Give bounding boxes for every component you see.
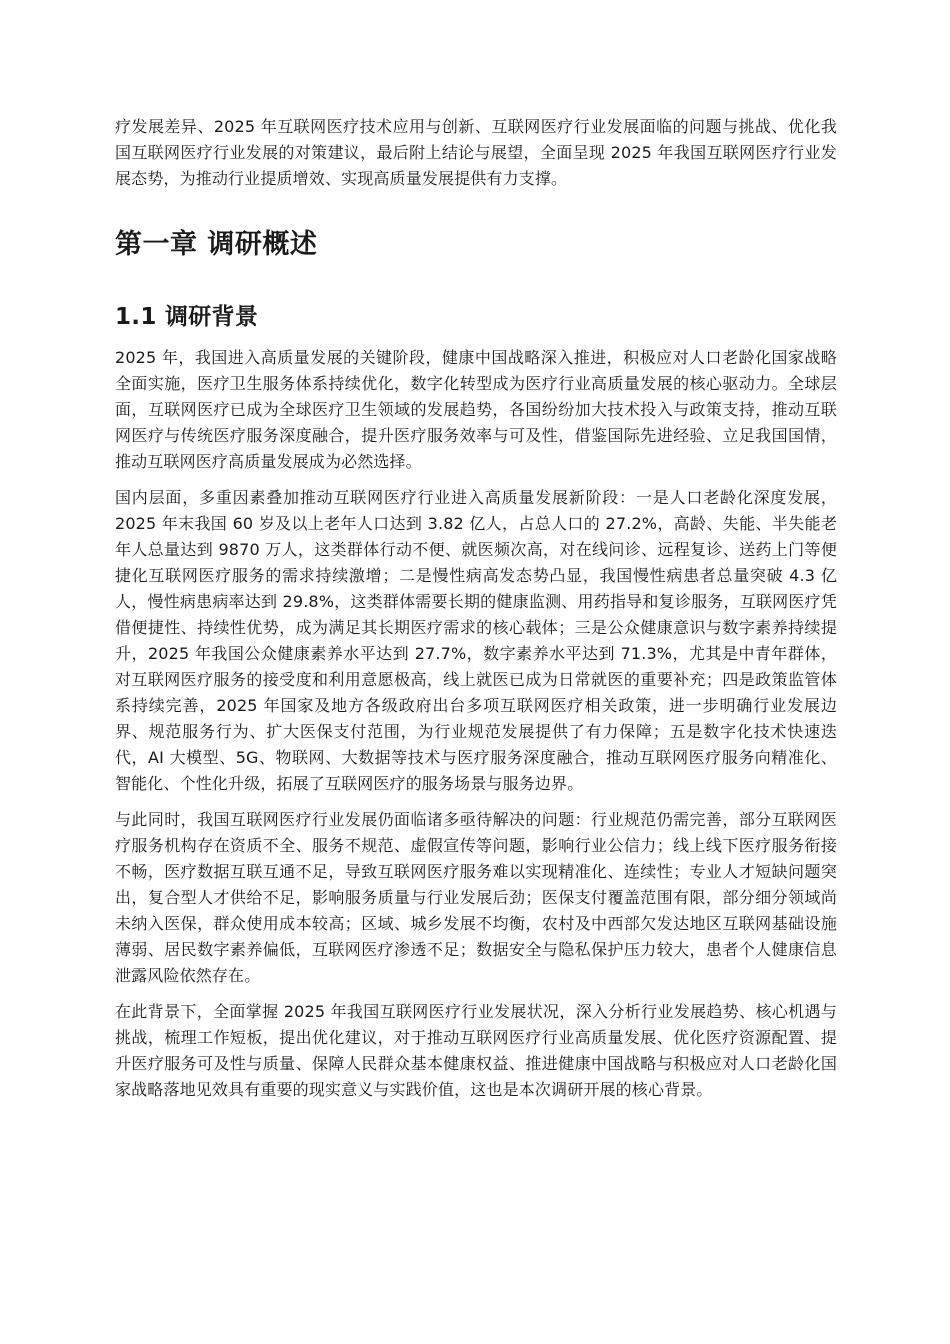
intro-paragraph: 疗发展差异、2025 年互联网医疗技术应用与创新、互联网医疗行业发展面临的问题与挑战、优化我国互联网医疗行业发展的对策建议，最后附上结论与展望，全面呈现 2025 年我国互联网医疗行业发展态势，为推动行业提质增效、实现高质量发展提供有力支撑。 [115,117,837,188]
body-paragraph: 2025 年，我国进入高质量发展的关键阶段，健康中国战略深入推进，积极应对人口老龄化国家战略全面实施，医疗卫生服务体系持续优化，数字化转型成为医疗行业高质量发展的核心驱动力。全球层面，互联网医疗已成为全球医疗卫生领域的发展趋势，各国纷纷加大技术投入与政策支持，推动互联网医疗与传统医疗服务深度融合，提升医疗服务效率与可及性，借鉴国际先进经验、立足我国国情，推动互联网医疗高质量发展成为必然选择。 [115,348,837,471]
body-paragraph: 在此背景下，全面掌握 2025 年我国互联网医疗行业发展状况，深入分析行业发展趋势、核心机遇与挑战，梳理工作短板，提出优化建议，对于推动互联网医疗行业高质量发展、优化医疗资源配置、提升医疗服务可及性与质量、保障人民群众基本健康权益、推进健康中国战略与积极应对人口老龄化国家战略落地见效具有重要的现实意义与实践价值，这也是本次调研开展的核心背景。 [115,1002,837,1099]
section-title: 1.1 调研背景 [115,304,259,330]
body-paragraph: 与此同时，我国互联网医疗行业发展仍面临诸多亟待解决的问题：行业规范仍需完善，部分互联网医疗服务机构存在资质不全、服务不规范、虚假宣传等问题，影响行业公信力；线上线下医疗服务衔接不畅，医疗数据互联互通不足，导致互联网医疗服务难以实现精准化、连续性；专业人才短缺问题突出，复合型人才供给不足，影响服务质量与行业发展后劲；医保支付覆盖范围有限，部分细分领域尚未纳入医保，群众使用成本较高；区域、城乡发展不均衡，农村及中西部欠发达地区互联网基础设施薄弱、居民数字素养偏低，互联网医疗渗透不足；数据安全与隐私保护压力较大，患者个人健康信息泄露风险依然存在。 [115,810,837,985]
body-paragraph: 国内层面，多重因素叠加推动互联网医疗行业进入高质量发展新阶段：一是人口老龄化深度发展，2025 年末我国 60 岁及以上老年人口达到 3.82 亿人，占总人口的 27.2%，高龄、失能、半失能老年人总量达到 9870 万人，这类群体行动不便、就医频次高，对在线问诊、远程复诊、送药上门等便捷化互联网医疗服务的需求持续激增；二是慢性病高发态势凸显，我国慢性病患者总量突破 4.3 亿人，慢性病患病率达到 29.8%，这类群体需要长期的健康监测、用药指导和复诊服务，互联网医疗凭借便捷性、持续性优势，成为满足其长期医疗需求的核心载体；三是公众健康意识与数字素养持续提升，2025 年我国公众健康素养水平达到 27.7%，数字素养水平达到 71.3%，尤其是中青年群体，对互联网医疗服务的接受度和利用意愿极高，线上就医已成为日常就医的重要补充；四是政策监管体系持续完善，2025 年国家及地方各级政府出台多项互联网医疗相关政策，进一步明确行业发展边界、规范服务行为、扩大医保支付范围，为行业规范发展提供了有力保障；五是数字化技术快速迭代，AI 大模型、5G、物联网、大数据等技术与医疗服务深度融合，推动互联网医疗服务向精准化、智能化、个性化升级，拓展了互联网医疗的服务场景与服务边界。 [115,488,837,793]
chapter-title: 第一章 调研概述 [115,229,318,260]
document-page [115,114,837,1113]
